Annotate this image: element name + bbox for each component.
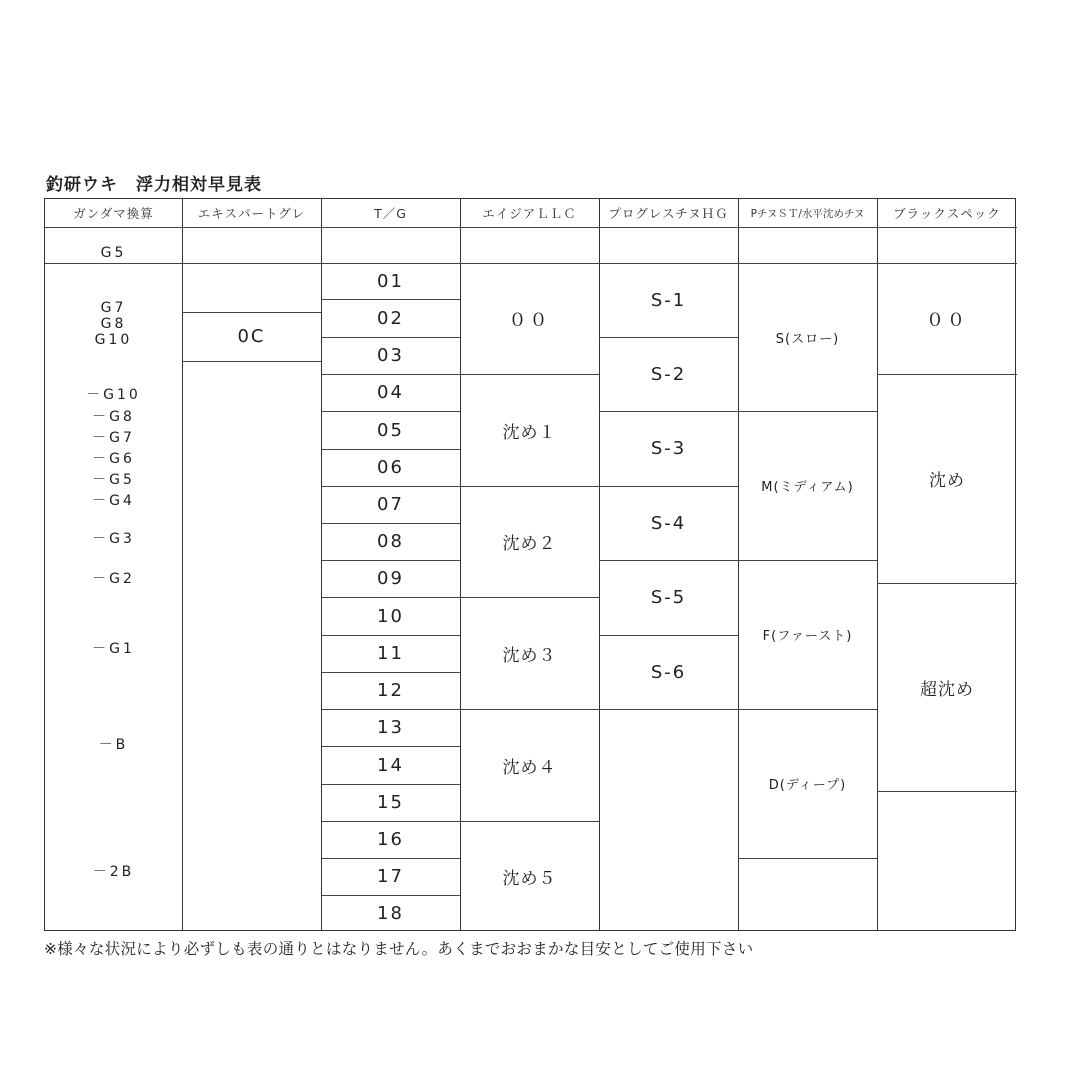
tg-cell: 18 [377,903,404,924]
header-divider [45,227,1017,228]
gandama-label: －G2 [92,571,135,587]
tg-cell: 10 [377,605,404,627]
asia-llc-cell: 沈め４ [502,757,557,778]
black-spec-cell: 超沈め [920,679,974,700]
row-divider [182,361,321,362]
column-divider [182,199,183,930]
buoyancy-table [44,198,1016,931]
gandama-label: －G6 [92,451,135,467]
tg-cell: 02 [377,307,404,329]
tg-cell: 06 [377,457,404,478]
tg-cell: 03 [377,345,404,366]
tg-cell: 13 [377,717,404,738]
row-divider [877,791,1017,792]
tg-cell: 12 [377,680,404,701]
gandama-label-group [45,299,182,349]
progress-chinu-hg-cell: S-3 [650,438,687,459]
p-chinu-st-cell: D(ディープ) [768,778,847,793]
header-gandama: ガンダマ換算 [73,206,154,221]
black-spec-cell: 沈め [929,471,965,491]
tg-cell: 07 [377,494,404,515]
progress-chinu-hg-cell: S-1 [650,289,687,311]
tg-cell: 15 [377,792,404,813]
tg-cell: 04 [377,382,404,403]
progress-chinu-hg-cell: S-6 [650,661,687,683]
gandama-label: －2B [92,864,135,880]
header-black-spec: ブラックスペック [893,206,1001,221]
gandama-label: －G10 [86,387,141,403]
tg-cell: 16 [377,829,404,850]
p-chinu-st-cell: F(ファースト) [762,629,853,644]
p-chinu-st-cell: M(ミディアム) [761,480,854,495]
gandama-label: －G3 [92,531,135,547]
gandama-label: G10 [94,332,133,348]
asia-llc-cell: 沈め２ [502,534,557,554]
gandama-label: －G4 [92,493,135,509]
gandama-label: －G5 [92,472,135,488]
tg-cell: 17 [377,866,404,887]
gandama-label: －G8 [92,409,135,425]
progress-chinu-hg-cell: S-4 [650,512,687,534]
row-divider [599,709,738,710]
page-title: 釣研ウキ 浮力相対早見表 [46,175,262,195]
asia-llc-cell: 沈め５ [502,869,557,889]
header-tg: T／G [374,206,407,221]
gandama-label: G5 [100,245,127,261]
asia-llc-cell: ００ [508,309,551,331]
expert-gure-cell: 0C [237,326,266,347]
tg-cell: 05 [377,419,404,441]
footnote: ※様々な状況により必ずしも表の通りとはなりません。あくまでおおまかな目安としてご使用下さい [44,940,754,958]
tg-cell: 01 [377,270,404,292]
p-chinu-st-cell: S(スロー) [775,331,840,347]
tg-cell: 08 [377,531,404,552]
header-p-chinu-st: PチヌＳＴ/水平沈めチヌ [750,207,865,220]
tg-cell: 11 [377,643,404,664]
asia-llc-cell: 沈め３ [502,645,557,666]
progress-chinu-hg-cell: S-2 [650,363,687,385]
progress-chinu-hg-cell: S-5 [650,587,687,608]
tg-cell: 14 [377,754,404,776]
header-asia-llc: エイジアＬＬＣ [482,206,577,221]
header-progress-chinu-hg: プログレスチヌＨＧ [608,206,729,221]
header-expert-gure: エキスパートグレ [197,206,306,221]
black-spec-cell: ００ [926,309,968,331]
gandama-label: －G7 [92,430,135,446]
row-divider [738,858,877,859]
gandama-label: G8 [100,316,127,332]
gandama-label: G7 [100,300,127,316]
gandama-label: －B [98,737,129,753]
asia-llc-cell: 沈め１ [502,422,557,443]
tg-cell: 09 [377,568,404,589]
gandama-label: －G1 [92,641,135,657]
